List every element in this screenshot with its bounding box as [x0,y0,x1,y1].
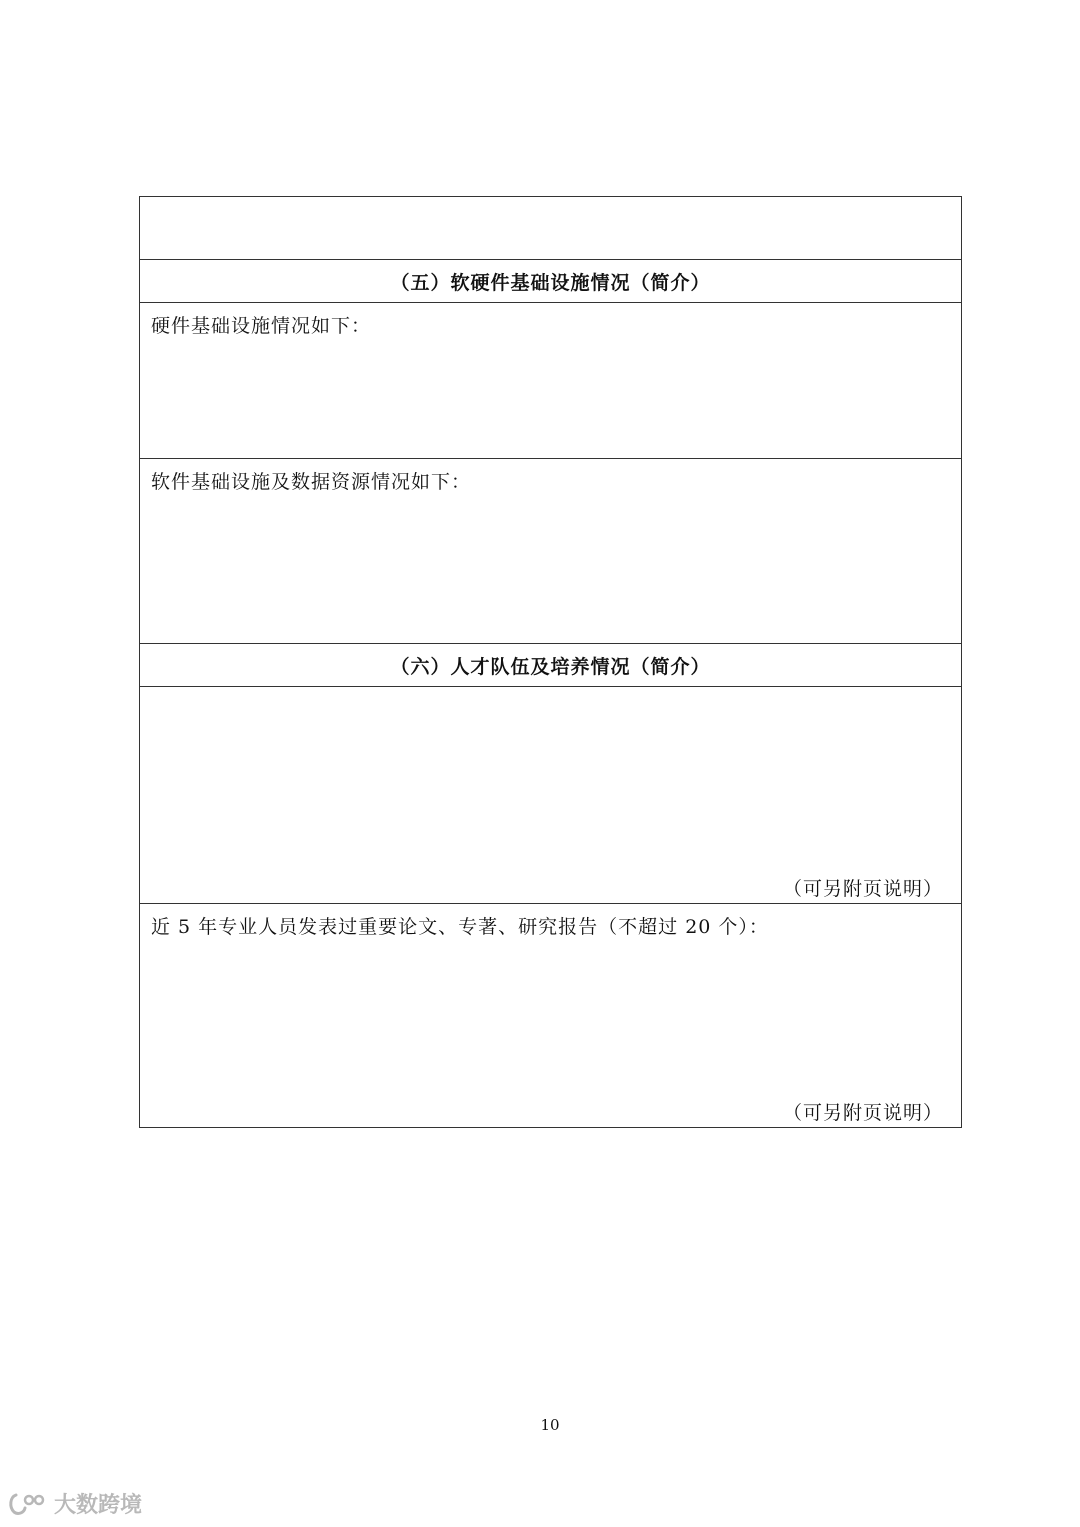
brand-logo-icon [8,1491,48,1517]
hardware-infrastructure-prompt: 硬件基础设施情况如下： [151,315,372,337]
publications-attachment-note: （可另附页说明） [782,1102,943,1124]
software-infrastructure-field[interactable] [140,458,961,643]
software-infrastructure-prompt: 软件基础设施及数据资源情况如下： [151,471,472,493]
publications-prompt: 近 5 年专业人员发表过重要论文、专著、研究报告（不超过 20 个）： [151,916,769,938]
page-number: 10 [540,1416,560,1434]
publications-field[interactable] [140,903,961,1127]
watermark [8,1488,142,1519]
section-6-heading-row [140,643,961,686]
section-6-heading: （六）人才队伍及培养情况（简介） [390,655,711,678]
section-5-heading-row [140,259,961,302]
application-form-table [139,196,962,1128]
watermark-text: 大数跨境 [54,1493,143,1518]
talent-team-field[interactable] [140,686,961,903]
section-5-heading: （五）软硬件基础设施情况（简介） [390,271,711,294]
talent-attachment-note: （可另附页说明） [782,878,943,900]
previous-section-blank-row[interactable] [140,197,961,259]
hardware-infrastructure-field[interactable] [140,302,961,458]
